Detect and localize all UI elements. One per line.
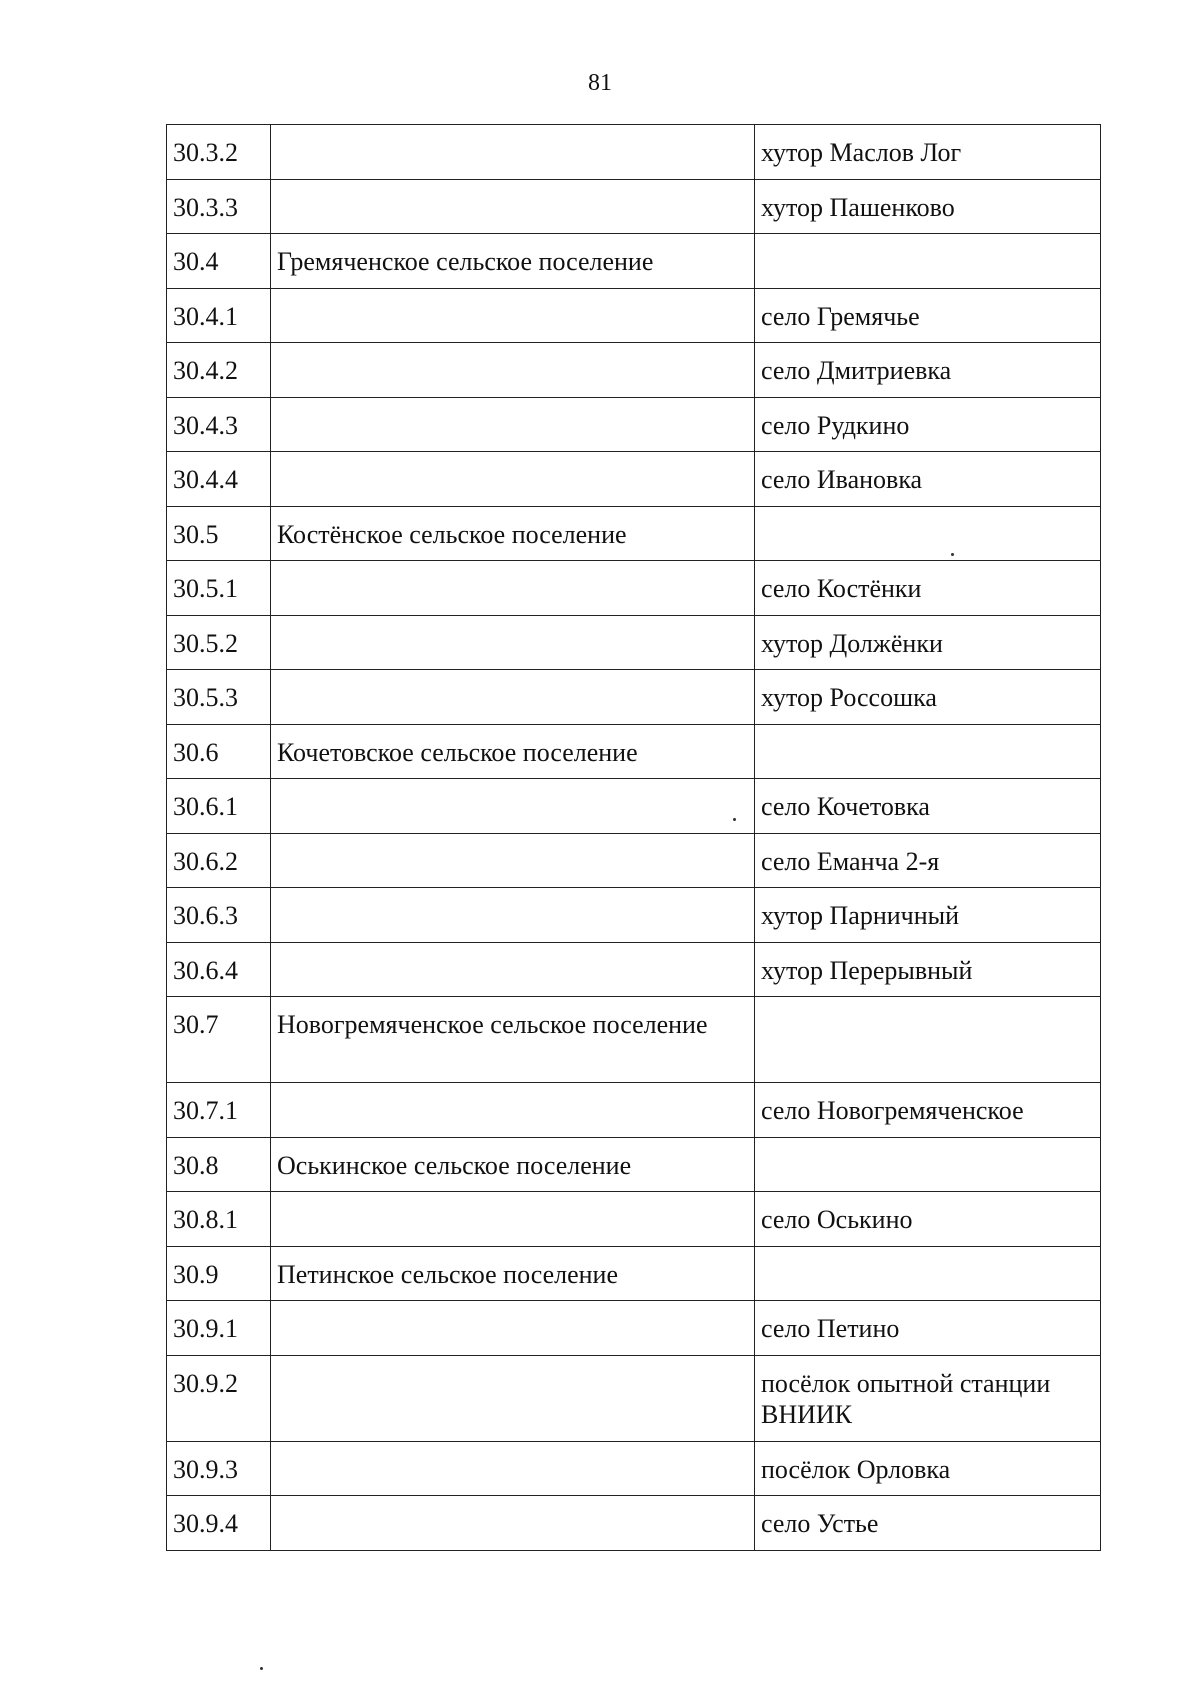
row-number-cell: 30.4.3 — [167, 397, 271, 452]
locality-cell: хутор Пашенково — [755, 179, 1101, 234]
row-number-cell: 30.5.1 — [167, 561, 271, 616]
table-row — [167, 343, 1101, 398]
locality-cell: хутор Перерывный — [755, 942, 1101, 997]
municipality-cell — [271, 343, 755, 398]
table-row — [167, 1083, 1101, 1138]
locality-cell: село Костёнки — [755, 561, 1101, 616]
municipality-cell: Оськинское сельское поселение — [271, 1137, 755, 1192]
municipality-cell — [271, 1083, 755, 1138]
row-number-cell: 30.8 — [167, 1137, 271, 1192]
row-number-cell: 30.7 — [167, 997, 271, 1083]
municipality-cell — [271, 1355, 755, 1441]
locality-cell: хутор Должёнки — [755, 615, 1101, 670]
locality-cell — [755, 234, 1101, 289]
locality-cell — [755, 1137, 1101, 1192]
municipality-cell — [271, 1496, 755, 1551]
municipality-cell — [271, 833, 755, 888]
table-row — [167, 179, 1101, 234]
row-number-cell: 30.5.2 — [167, 615, 271, 670]
municipality-cell — [271, 1192, 755, 1247]
locality-cell: село Петино — [755, 1301, 1101, 1356]
locality-cell: посёлок Орловка — [755, 1441, 1101, 1496]
table-row — [167, 1246, 1101, 1301]
locality-cell: хутор Парничный — [755, 888, 1101, 943]
municipality-cell — [271, 179, 755, 234]
locality-cell: село Рудкино — [755, 397, 1101, 452]
row-number-cell: 30.6.2 — [167, 833, 271, 888]
scan-speck — [951, 553, 954, 556]
row-number-cell: 30.6.3 — [167, 888, 271, 943]
row-number-cell: 30.9 — [167, 1246, 271, 1301]
table-row — [167, 452, 1101, 507]
table-row — [167, 942, 1101, 997]
row-number-cell: 30.4.4 — [167, 452, 271, 507]
row-number-cell: 30.3.2 — [167, 125, 271, 180]
municipality-cell — [271, 561, 755, 616]
locality-cell: село Дмитриевка — [755, 343, 1101, 398]
municipality-cell — [271, 125, 755, 180]
locality-cell: село Устье — [755, 1496, 1101, 1551]
table-row — [167, 1441, 1101, 1496]
table-row — [167, 1496, 1101, 1551]
table-body — [167, 125, 1101, 1551]
row-number-cell: 30.5.3 — [167, 670, 271, 725]
municipality-cell — [271, 288, 755, 343]
municipality-cell — [271, 1301, 755, 1356]
locality-cell: село Ивановка — [755, 452, 1101, 507]
settlements-table — [166, 124, 1101, 1551]
row-number-cell: 30.5 — [167, 506, 271, 561]
municipality-cell — [271, 942, 755, 997]
row-number-cell: 30.4.1 — [167, 288, 271, 343]
municipality-cell: Кочетовское сельское поселение — [271, 724, 755, 779]
table-row — [167, 1355, 1101, 1441]
locality-cell: село Еманча 2-я — [755, 833, 1101, 888]
row-number-cell: 30.3.3 — [167, 179, 271, 234]
locality-cell — [755, 1246, 1101, 1301]
table-row — [167, 670, 1101, 725]
row-number-cell: 30.6.4 — [167, 942, 271, 997]
table-row — [167, 1192, 1101, 1247]
municipality-cell — [271, 670, 755, 725]
locality-cell — [755, 724, 1101, 779]
table-row — [167, 1301, 1101, 1356]
locality-cell: село Гремячье — [755, 288, 1101, 343]
municipality-cell: Петинское сельское поселение — [271, 1246, 755, 1301]
table-row — [167, 779, 1101, 834]
row-number-cell: 30.4 — [167, 234, 271, 289]
table-row — [167, 724, 1101, 779]
municipality-cell — [271, 888, 755, 943]
locality-cell — [755, 506, 1101, 561]
table-row — [167, 888, 1101, 943]
municipality-cell — [271, 615, 755, 670]
municipality-cell — [271, 397, 755, 452]
row-number-cell: 30.6 — [167, 724, 271, 779]
table-row — [167, 615, 1101, 670]
municipality-cell — [271, 779, 755, 834]
municipality-cell: Костёнское сельское поселение — [271, 506, 755, 561]
table-row — [167, 125, 1101, 180]
table-row — [167, 506, 1101, 561]
locality-cell: посёлок опытной станции ВНИИК — [755, 1355, 1101, 1441]
row-number-cell: 30.4.2 — [167, 343, 271, 398]
row-number-cell: 30.9.3 — [167, 1441, 271, 1496]
row-number-cell: 30.9.4 — [167, 1496, 271, 1551]
locality-cell: село Оськино — [755, 1192, 1101, 1247]
locality-cell: село Новогремяченское — [755, 1083, 1101, 1138]
locality-cell: хутор Маслов Лог — [755, 125, 1101, 180]
scan-speck — [260, 1667, 263, 1670]
municipality-cell: Гремяченское сельское поселение — [271, 234, 755, 289]
scan-speck — [733, 818, 736, 821]
page-number: 81 — [588, 70, 612, 96]
municipality-cell — [271, 1441, 755, 1496]
row-number-cell: 30.7.1 — [167, 1083, 271, 1138]
table-row — [167, 288, 1101, 343]
municipality-cell — [271, 452, 755, 507]
municipality-cell: Новогремяченское сельское поселение — [271, 997, 755, 1083]
row-number-cell: 30.9.1 — [167, 1301, 271, 1356]
row-number-cell: 30.9.2 — [167, 1355, 271, 1441]
locality-cell: хутор Россошка — [755, 670, 1101, 725]
table-row — [167, 833, 1101, 888]
row-number-cell: 30.8.1 — [167, 1192, 271, 1247]
table-row — [167, 997, 1101, 1083]
table-row — [167, 1137, 1101, 1192]
table-row — [167, 234, 1101, 289]
locality-cell — [755, 997, 1101, 1083]
locality-cell: село Кочетовка — [755, 779, 1101, 834]
row-number-cell: 30.6.1 — [167, 779, 271, 834]
table-row — [167, 561, 1101, 616]
table-row — [167, 397, 1101, 452]
